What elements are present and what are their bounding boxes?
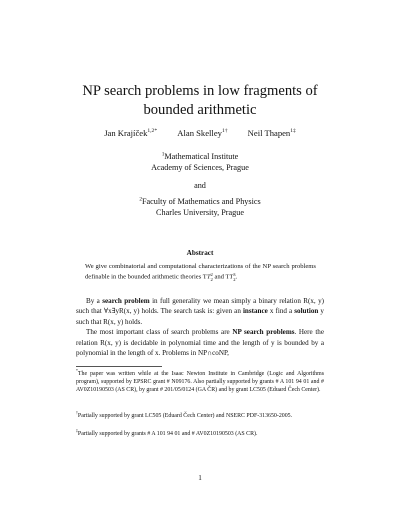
affiliation-1-line-2: Academy of Sciences, Prague [151,163,249,172]
footnote-1-text: The paper was written while at the Isaac Newton Institute in Cambridge (Logic and Algorithms program), supported by EPSRC grant # N09176. Also partially supported by grants # A 101 94 01 and # AV0Z10190503 (AS CR), by grant # 201/05/0124 (GA ČR) and by grant LC505 (Eduard Čech Center). [76,371,324,394]
title-line-1: NP search problems in low fragments of [82,83,318,99]
affiliation-2 [0,196,400,218]
page-number: 1 [198,474,202,482]
author-1 [104,128,157,138]
theory-sup-2: 3 [233,272,236,277]
footnote-1-mark: * [76,369,78,374]
paragraph-2: The most important class of search problems are NP search problems. Here the relation R(x, y) is decidable in polynomial time and the length of y is bounded by a polynomial in the length of x. Problems in NP∩coNP, [76,328,324,358]
term-instance: instance [242,307,268,316]
abstract-sentence-c: . [235,273,238,281]
abstract-sentence-a: We give combinatorial and computational characterizations of the NP search problems definable in the bounded arithmetic theories T [85,263,316,281]
term-search-problem: search problem [102,297,150,305]
footnote-2-text: Partially supported by grant LC505 (Eduard Čech Center) and NSERC PDF-313650-2005. [77,413,293,419]
affiliation-1-line-1: Mathematical Institute [164,152,239,161]
affiliation-2-line-2: Charles University, Prague [156,208,244,217]
footnote-rule [76,366,162,367]
author-1-mark: 1,2* [147,128,158,135]
abstract-sentence-b: and T [212,273,230,281]
author-3-mark: 1‡ [290,128,296,135]
affiliation-1 [0,151,400,173]
footnote-2 [76,412,324,420]
term-np-search-problems: NP search problems [232,328,295,337]
footnote-3-mark: ‡ [76,429,78,434]
theory-sub-2: 2 [233,277,236,282]
title-line-2: bounded arithmetic [143,101,257,118]
theory-sub-1: 2 [210,277,213,282]
theory-sup-1: 2 [210,272,213,277]
author-1-name: Jan Krajíček [104,128,148,138]
abstract-text: We give combinatorial and computational characterizations of the NP search problems definable in the bounded arithmetic theories TT 2 2 and TT 3 2 . [85,263,316,282]
paper-title [0,82,400,119]
author-2-mark: 1† [221,128,228,135]
affiliation-2-line-1: Faculty of Mathematics and Physics [141,197,261,206]
footnote-3-text: Partially supported by grants # A 101 94 01 and # AV0Z10190503 (AS CR). [77,431,258,437]
body-text [76,296,324,358]
affiliation-2-mark: 2 [139,196,142,203]
footnote-1 [76,370,324,395]
footnote-2-mark: † [76,411,78,416]
affiliation-1-mark: 1 [161,151,165,158]
footnote-3 [76,430,324,438]
author-3-name: Neil Thapen [247,128,291,138]
affiliation-separator: and [194,181,206,190]
author-list [0,128,400,138]
author-2 [177,128,227,138]
author-2-name: Alan Skelley [177,128,222,138]
term-solution: solution [294,307,319,316]
abstract-heading: Abstract [186,249,214,257]
author-3 [248,128,296,138]
paragraph-1: By a search problem in full generality we mean simply a binary relation R(x, y) such that ∀x∃yR(x, y) holds. The search task is: given an instance x find a solution y such that R(x, y) holds. [76,297,324,326]
